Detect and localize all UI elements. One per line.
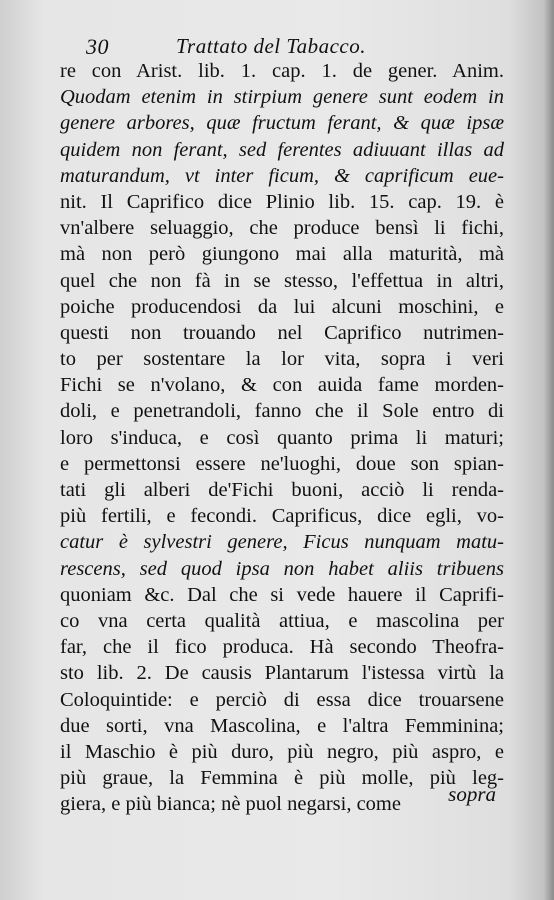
text-line: maturandum, vt inter ficum, & caprificum eue- bbox=[60, 164, 504, 187]
text-line: e permettonsi essere ne'luoghi, doue son spian- bbox=[60, 452, 504, 475]
page-number: 30 bbox=[86, 34, 109, 59]
page-edge-shadow bbox=[544, 0, 554, 900]
text-line: più fertili, e fecondi. Caprificus, dice egli, vo- bbox=[60, 505, 504, 528]
text-line: giera, e più bianca; nè puol negarsi, come bbox=[60, 793, 401, 816]
text-line: co vna certa qualità attiua, e mascolina per bbox=[60, 609, 504, 632]
text-line: il Maschio è più duro, più negro, più aspro, e bbox=[60, 740, 504, 763]
text-line: tati gli alberi de'Fichi buoni, acciò li renda- bbox=[60, 479, 504, 501]
text-line: catur è sylvestri genere, Ficus nunquam matu- bbox=[60, 531, 504, 554]
text-line: Fichi se n'volano, & con auida fame morden- bbox=[60, 374, 504, 397]
text-line: rescens, sed quod ipsa non habet aliis tribuens bbox=[60, 557, 504, 580]
text-line: loro s'induca, e così quanto prima li maturi; bbox=[60, 426, 504, 449]
text-line: genere arbores, quæ fructum ferant, & quæ ipsæ bbox=[60, 112, 504, 135]
text-line: questi non trouando nel Caprifico nutrimen- bbox=[60, 321, 504, 344]
text-line: quidem non ferant, sed ferentes adiuuant illas ad bbox=[60, 138, 504, 161]
text-line: nit. Il Caprifico dice Plinio lib. 15. cap. 19. è bbox=[60, 190, 504, 213]
catchword: sopra bbox=[448, 782, 496, 806]
text-line: quel che non fà in se stesso, l'effettua in altri, bbox=[60, 269, 504, 292]
text-line: re con Arist. lib. 1. cap. 1. de gener. Anim. bbox=[60, 60, 504, 82]
text-line: Coloquintide: e perciò di essa dice trouarsene bbox=[60, 688, 504, 711]
text-line: vn'albere seluaggio, che produce bensì li fichi, bbox=[60, 217, 504, 240]
text-line: mà non però giungono mai alla maturità, mà bbox=[60, 243, 504, 266]
body-text bbox=[60, 58, 504, 817]
text-line: quoniam &c. Dal che si vede hauere il Caprifi- bbox=[60, 583, 504, 606]
text-line: due sorti, vna Mascolina, e l'altra Femminina; bbox=[60, 714, 504, 737]
text-line: doli, e penetrandoli, fanno che il Sole entro di bbox=[60, 400, 504, 423]
text-line: far, che il fico produca. Hà secondo Theofra- bbox=[60, 636, 504, 659]
running-title: Trattato del Tabacco. bbox=[176, 34, 366, 58]
text-line: poiche producendosi da lui alcuni moschini, e bbox=[60, 295, 504, 318]
text-line: Quodam etenim in stirpium genere sunt eodem in bbox=[60, 86, 504, 109]
text-line: più graue, la Femmina è più molle, più leg- bbox=[60, 767, 504, 790]
text-line: sto lib. 2. De causis Plantarum l'istessa virtù la bbox=[60, 662, 504, 685]
text-line: to per sostentare la lor vita, sopra i veri bbox=[60, 348, 504, 371]
